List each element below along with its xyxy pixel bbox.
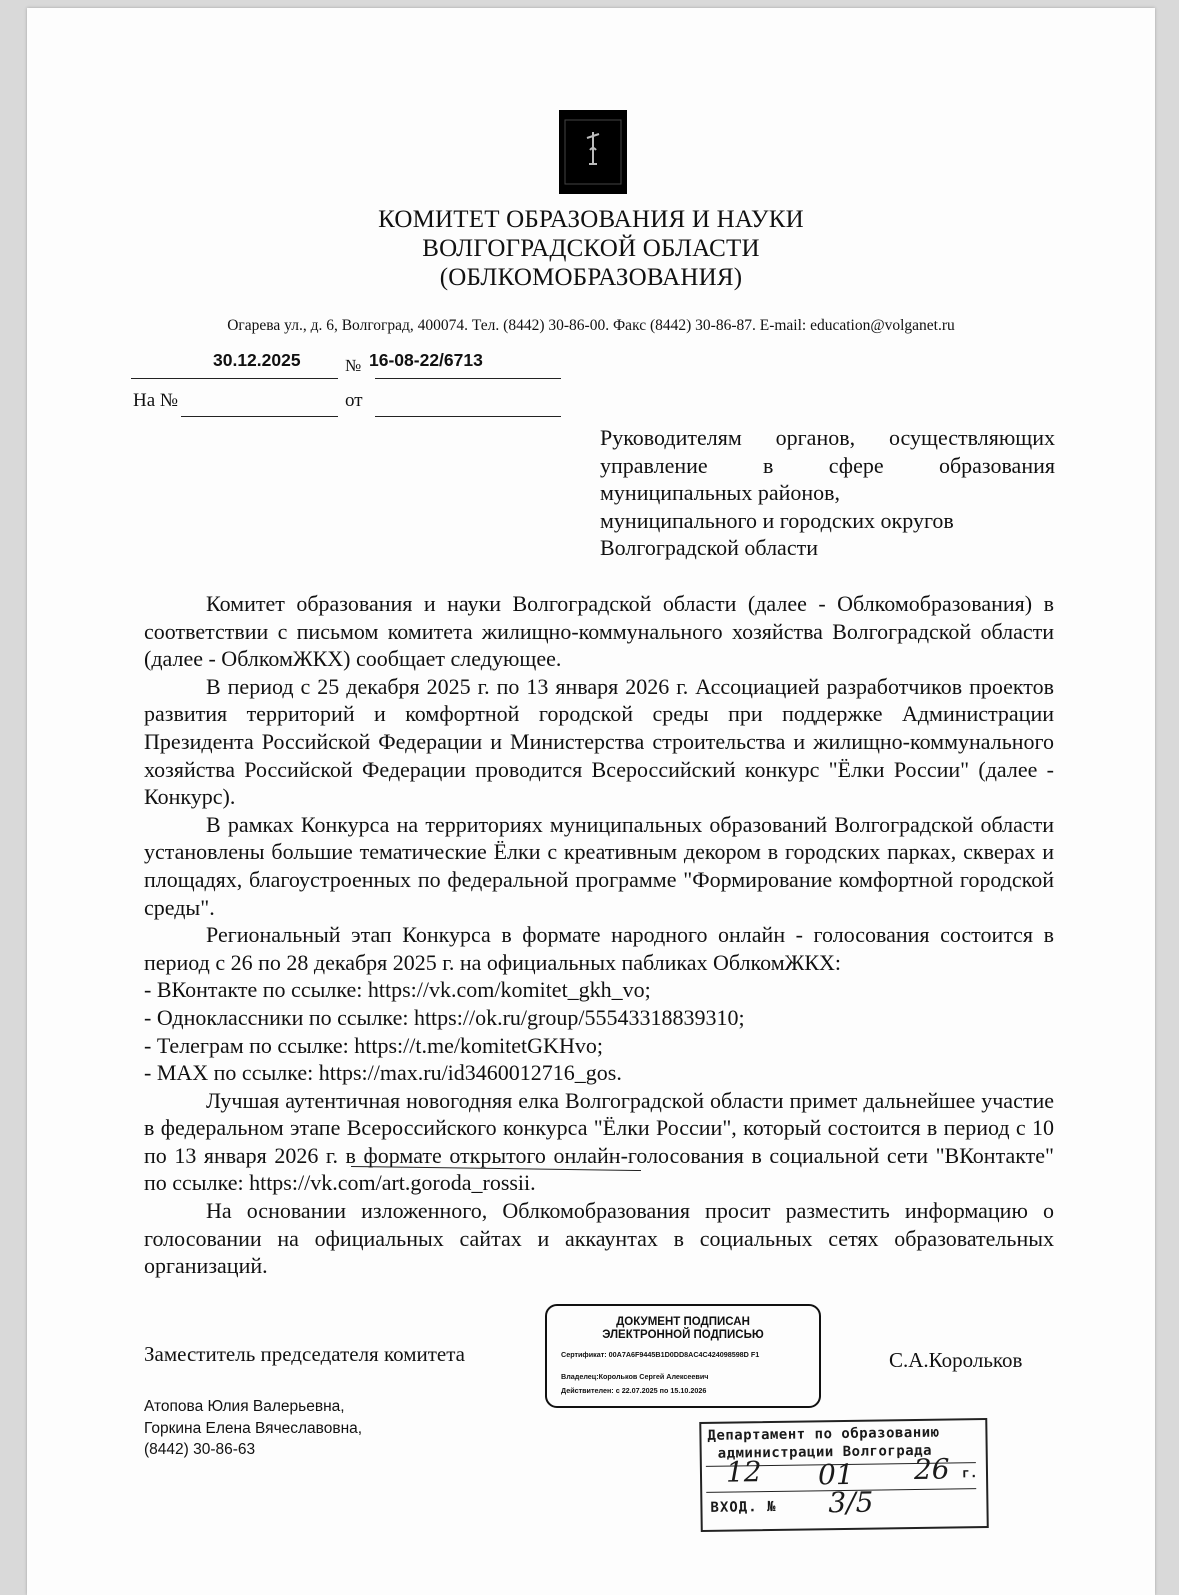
electronic-signature-stamp xyxy=(545,1304,821,1408)
esign-owner: Владелец:Корольков Сергей Алексеевич xyxy=(561,1372,709,1381)
letter-date: 30.12.2025 xyxy=(213,350,301,370)
esign-heading xyxy=(547,1316,819,1342)
addressee-block xyxy=(600,424,1055,562)
addressee-line: муниципального и городских округов xyxy=(600,507,954,533)
stamp-incoming-number-handwritten: 3/5 xyxy=(828,1485,874,1520)
link-max: - MAX по ссылке: https://max.ru/id3460012716_gos. xyxy=(144,1060,622,1086)
addressee-line: муниципальных районов, xyxy=(600,480,841,505)
org-address: Огарева ул., д. 6, Волгоград, 400074. Тел. (8442) 30-86-00. Факс (8442) 30-86-87. E-mail: education@volganet.ru xyxy=(227,317,955,334)
addressee-line: управление в сфере образования xyxy=(600,452,1055,478)
stamp-day-handwritten: 12 xyxy=(725,1455,762,1489)
stamp-year-suffix: г. xyxy=(961,1466,978,1482)
stamp-incoming-label: ВХОД. № xyxy=(710,1498,777,1516)
number-label: № xyxy=(345,356,362,375)
signatory-title: Заместитель председателя комитета xyxy=(144,1342,465,1366)
stamp-department: Департамент по образованию xyxy=(707,1424,940,1444)
esign-validity: Действителен: с 22.07.2025 по 15.10.2026 xyxy=(561,1386,707,1395)
paragraph-contest: В период с 25 декабря 2025 г. по 13 января 2026 г. Ассоциацией разработчиков проектов развития территорий и комфортной городской среды при поддержке Администрации Президента Российской Федерации и Министерства строительства и жилищно-коммунального хозяйства Российской Федерации проводится Всероссийский конкурс "Ёлки России" (далее - Конкурс). xyxy=(144,673,1054,810)
executor-line: Горкина Елена Вячеславовна, xyxy=(144,1419,363,1437)
date-line xyxy=(131,378,338,379)
reply-label: На № xyxy=(133,390,179,411)
document-page xyxy=(27,8,1155,1595)
executor-line: Атопова Юлия Валерьевна, xyxy=(144,1398,345,1415)
stamp-year-handwritten: 26 xyxy=(913,1452,950,1487)
paragraph-federal-stage: Лучшая аутентичная новогодняя елка Волгоградской области примет дальнейшее участие в федеральном этапе Всероссийского конкурса "Ёлки России", который состоится в период с 10 по 13 января 2026 г. в формате открытого онлайн-голосования в социальной сети "ВКонтакте" по ссылке: https://vk.com/art.goroda_rossii. xyxy=(144,1087,1054,1196)
from-label: от xyxy=(345,390,363,411)
signatory-name: С.А.Корольков xyxy=(889,1348,1023,1372)
paragraph-request: На основании изложенного, Облкомобразования просит разместить информацию о голосовании на официальных сайтах и аккаунтах в социальных сетях образовательных организаций. xyxy=(144,1198,1054,1279)
org-name-line1: КОМИТЕТ ОБРАЗОВАНИЯ И НАУКИ xyxy=(378,206,804,233)
reply-date-line xyxy=(375,416,561,417)
paragraph-regional-stage: Региональный этап Конкурса в формате народного онлайн - голосования состоится в период с 26 по 28 декабря 2025 г. на официальных пабликах ОблкомЖКХ: xyxy=(144,922,1054,975)
esign-certificate: Сертификат: 00A7A6F9445B1D0DD8AC4C424098598D F1 xyxy=(561,1350,760,1359)
coat-of-arms-emblem xyxy=(559,110,627,194)
org-name-line3: (ОБЛКОМОБРАЗОВАНИЯ) xyxy=(439,264,743,291)
letter-body xyxy=(144,590,1054,1280)
esign-heading-line1: ДОКУМЕНТ ПОДПИСАН xyxy=(616,1316,750,1328)
stamp-month-handwritten: 01 xyxy=(817,1457,854,1492)
paragraph-intro: Комитет образования и науки Волгоградской области (далее - Облкомобразования) в соответствии с письмом комитета жилищно-коммунального хозяйства Волгоградской области (далее - ОблкомЖКХ) сообщает следующее. xyxy=(144,591,1054,672)
reply-number-line xyxy=(181,416,338,417)
number-line xyxy=(375,378,561,379)
executors-block xyxy=(144,1396,362,1461)
letter-number: 16-08-22/6713 xyxy=(369,350,483,370)
link-ok: - Одноклассники по ссылке: https://ok.ru/group/55543318839310; xyxy=(144,1004,745,1030)
addressee-line: Руководителям органов, осуществляющих xyxy=(600,425,1055,450)
paragraph-trees: В рамках Конкурса на территориях муниципальных образований Волгоградской области установлены большие тематические Ёлки с креативным декором в городских парках, скверах и площадях, благоустроенных по федеральной программе "Формирование комфортной городской среды". xyxy=(144,811,1054,920)
addressee-line: Волгоградской области xyxy=(600,535,818,560)
stamp-administration: администрации Волгограда xyxy=(717,1442,933,1462)
link-vk: - ВКонтакте по ссылке: https://vk.com/komitet_gkh_vo; xyxy=(144,977,651,1003)
link-telegram: - Телеграм по ссылке: https://t.me/komitetGKHvo; xyxy=(144,1032,603,1058)
executor-phone: (8442) 30-86-63 xyxy=(144,1441,256,1458)
incoming-registration-stamp xyxy=(699,1418,986,1530)
org-name-line2: ВОЛГОГРАДСКОЙ ОБЛАСТИ xyxy=(422,235,760,262)
esign-heading-line2: ЭЛЕКТРОННОЙ ПОДПИСЬЮ xyxy=(602,1329,764,1341)
